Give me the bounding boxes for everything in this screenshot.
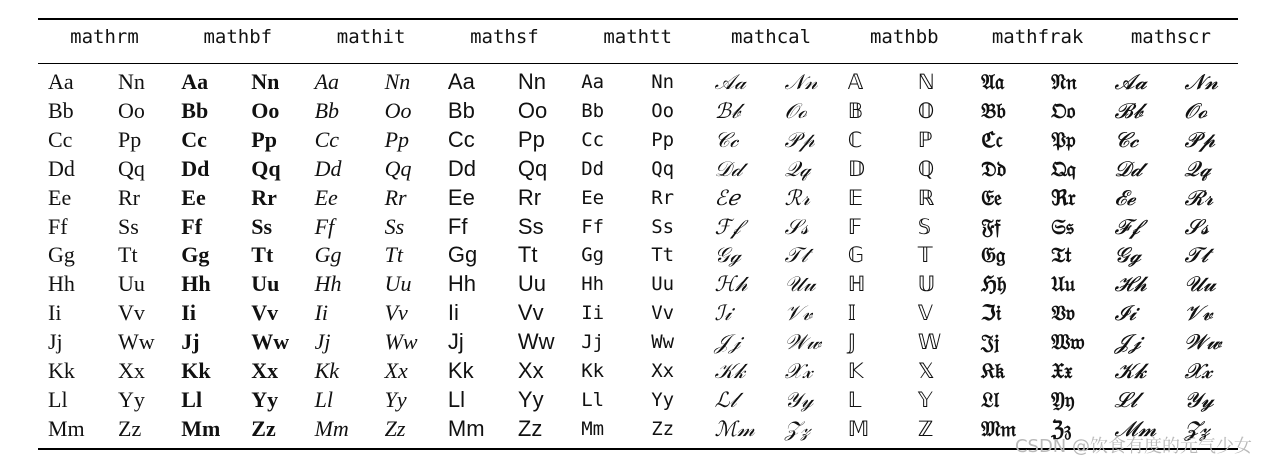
table-cell: 𝔎𝔨 (981, 358, 1005, 383)
table-cell: Zz (251, 415, 276, 441)
table-cell: 𝓝𝓷 (1184, 70, 1219, 94)
table-cell: 𝒳𝓍 (784, 359, 813, 383)
table-cell: Ii (447, 300, 459, 326)
table-cell: 𝕐 (917, 387, 933, 412)
table-cell: ℰℯ (714, 185, 740, 210)
table-cell: ℚ (917, 156, 935, 181)
table-cell: Ii (314, 300, 329, 326)
table-cell: Ee (48, 184, 72, 210)
table-cell: 𝓒𝓬 (1114, 127, 1139, 152)
table-cell: ℝ (917, 185, 935, 210)
table-cell: 𝔐𝔪 (981, 415, 1017, 441)
table-cell: Ss (517, 213, 544, 239)
table-cell: 𝓘𝓲 (1114, 301, 1137, 326)
table-cell: Kk (181, 358, 211, 383)
table-cell: Jj (48, 329, 63, 355)
table-cell: ℳ𝓂 (714, 416, 755, 441)
table-cell: 𝔈𝔢 (981, 184, 1002, 210)
table-cell: 𝓟𝓹 (1184, 127, 1216, 152)
table-cell: 𝓑𝓫 (1114, 98, 1144, 123)
table-cell: Nn (118, 69, 145, 94)
table-cell: ℕ (917, 70, 935, 94)
table-cell: 𝓗𝓱 (1114, 272, 1147, 297)
table-cell: Xx (118, 358, 145, 383)
table-cell: Gg (48, 242, 75, 268)
table-cell: 𝓤𝓾 (1184, 272, 1216, 297)
table-cell: Nn (251, 69, 280, 94)
table-cell: Pp (251, 126, 277, 152)
table-cell: 𝒮𝓈 (784, 214, 809, 239)
table-cell: Ww (251, 329, 290, 355)
table-cell: Hh (581, 273, 605, 296)
table-cell: Jj (447, 329, 464, 355)
table-cell: 𝓖𝓰 (1114, 243, 1142, 268)
table-cell: 𝓔𝓮 (1114, 185, 1136, 210)
table-cell: 𝔑𝔫 (1051, 69, 1077, 94)
table-cell: ℤ (917, 416, 934, 441)
table-cell: 𝒰𝓊 (784, 272, 816, 297)
table-cell: Vv (251, 300, 279, 326)
table-cell: Ll (447, 386, 466, 412)
table-cell: Qq (251, 155, 281, 181)
table-cell: 𝒬𝓆 (784, 156, 811, 181)
table-cell: 𝓥𝓿 (1184, 301, 1214, 326)
table-cell: Dd (581, 157, 605, 180)
table-cell: 𝔉𝔣 (981, 213, 1001, 239)
table-cell: Dd (314, 155, 342, 181)
table-cell: Qq (384, 155, 412, 181)
table-cell: Pp (384, 126, 410, 152)
table-cell: Vv (118, 300, 145, 326)
table-cell: 𝒴𝓎 (784, 387, 814, 412)
column-header: mathsf (470, 26, 539, 48)
column-mathit (305, 0, 438, 465)
table-cell: Ll (314, 386, 333, 412)
table-cell: Nn (651, 71, 675, 93)
table-cell: Gg (581, 244, 605, 267)
table-cell: Hh (447, 271, 477, 297)
table-cell: Kk (581, 360, 605, 382)
table-cell: Oo (384, 97, 412, 123)
table-cell: Qq (118, 155, 145, 181)
table-cell: 𝓞𝓸 (1184, 98, 1208, 123)
table-cell: Tt (384, 242, 403, 268)
column-header: mathtt (603, 26, 672, 48)
table-cell: 𝔸 (847, 70, 864, 94)
table-cell: Xx (384, 358, 408, 383)
table-cell: Zz (118, 415, 142, 441)
table-cell: Ii (48, 300, 62, 326)
table-cell: ℱ𝒻 (714, 214, 741, 239)
table-cell: Cc (314, 126, 340, 152)
table-cell: Aa (447, 69, 475, 94)
table-cell: 𝒱𝓋 (784, 301, 813, 326)
table-cell: 𝓡𝓻 (1184, 185, 1214, 210)
font-styles-table (38, 0, 1238, 465)
table-cell: Ff (181, 213, 203, 239)
column-header: mathit (336, 26, 406, 48)
table-cell: Oo (251, 97, 280, 123)
table-cell: Dd (447, 155, 477, 181)
table-cell: 𝕏 (917, 359, 935, 383)
table-cell: Rr (651, 186, 675, 209)
table-cell: 𝔙𝔳 (1051, 300, 1075, 326)
table-cell: Vv (384, 300, 408, 326)
table-cell: Bb (48, 97, 74, 123)
table-cell: 𝓧𝔁 (1184, 359, 1213, 383)
table-cell: 𝕂 (847, 359, 864, 383)
table-cell: Mm (447, 415, 485, 441)
table-cell: 𝔓𝔭 (1051, 126, 1076, 152)
table-cell: Jj (581, 331, 605, 354)
column-header: mathcal (730, 26, 812, 48)
table-cell: Yy (651, 388, 675, 411)
table-cell: 𝔔𝔮 (1051, 155, 1076, 181)
table-cell: Ww (118, 329, 155, 355)
column-mathscr (1104, 0, 1237, 465)
column-mathfrak (971, 0, 1104, 465)
table-cell: 𝒫𝓅 (784, 127, 815, 152)
table-cell: 𝔾 (847, 243, 865, 268)
table-cell: Ss (651, 215, 675, 238)
table-cell: ℒ𝓁 (714, 387, 737, 412)
table-cell: 𝒥𝒿 (714, 330, 741, 355)
table-cell: 𝓙𝓳 (1114, 330, 1142, 355)
table-cell: Ii (181, 300, 196, 326)
column-mathsf (438, 0, 571, 465)
table-cell: Ee (581, 186, 605, 209)
table-cell: 𝕆 (917, 98, 935, 123)
table-cell: Cc (447, 126, 475, 152)
table-cell: 𝒟𝒹 (714, 156, 742, 181)
table-cell: Pp (651, 128, 675, 151)
table-cell: 𝓩𝔃 (1184, 416, 1210, 441)
table-cell: Hh (181, 271, 211, 297)
column-mathbb (838, 0, 971, 465)
table-cell: Ee (314, 184, 338, 210)
table-cell: Yy (517, 386, 544, 412)
table-cell: 𝔘𝔲 (1051, 271, 1075, 297)
table-cell: 𝔜𝔶 (1051, 386, 1075, 412)
table-cell: Dd (181, 155, 210, 181)
table-cell: 𝔗𝔱 (1051, 242, 1072, 268)
table-cell: Mm (581, 417, 605, 440)
table-cell: ℋ𝒽 (714, 272, 748, 297)
column-header: mathrm (70, 26, 139, 48)
table-cell: Gg (314, 242, 342, 268)
table-cell: Hh (314, 271, 342, 297)
table-cell: 𝔏𝔩 (981, 386, 999, 412)
table-cell: 𝕍 (917, 301, 933, 326)
table-cell: 𝓐𝓪 (1114, 70, 1147, 94)
table-cell: Ff (447, 213, 468, 239)
table-cell: 𝔖𝔰 (1051, 213, 1074, 239)
table-cell: Pp (517, 126, 545, 152)
table-cell: Ss (384, 213, 405, 239)
table-cell: 𝒜𝒶 (714, 70, 746, 94)
table-cell: Bb (447, 97, 475, 123)
table-cell: Tt (118, 242, 138, 268)
table-cell: 𝕃 (847, 387, 862, 412)
table-cell: ℑ𝔦 (981, 300, 1002, 326)
column-header: mathbf (203, 26, 273, 48)
table-cell: ℍ (847, 272, 866, 297)
table-cell: Vv (651, 302, 675, 325)
table-cell: Aa (314, 69, 340, 94)
table-cell: Aa (581, 71, 605, 93)
table-cell: Ww (651, 331, 675, 354)
table-cell: Rr (517, 184, 542, 210)
table-cell: Mm (314, 415, 349, 441)
table-cell: Ee (181, 184, 206, 210)
table-cell: Hh (48, 271, 75, 297)
table-cell: Pp (118, 126, 142, 152)
column-header: mathfrak (991, 26, 1084, 48)
table-cell: 𝓜𝓶 (1114, 416, 1157, 441)
table-cell: Uu (517, 271, 547, 297)
table-cell: Oo (651, 99, 675, 122)
table-cell: ℜ𝔯 (1051, 184, 1076, 210)
table-cell: Aa (48, 69, 74, 94)
table-cell: Uu (384, 271, 412, 297)
column-header: mathscr (1130, 26, 1211, 48)
table-cell: 𝔹 (847, 98, 864, 123)
table-cell: 𝓦𝔀 (1184, 330, 1222, 355)
table-cell: Cc (181, 126, 207, 152)
table-cell: Ff (314, 213, 335, 239)
table-cell: 𝔇𝔡 (981, 155, 1007, 181)
table-cell: Yy (384, 386, 407, 412)
table-cell: Oo (517, 97, 548, 123)
table-cell: Uu (251, 271, 280, 297)
table-cell: ℛ𝓇 (784, 185, 811, 210)
table-cell: 𝒵𝓏 (784, 416, 811, 441)
table-cell: Ll (48, 386, 68, 412)
table-cell: 𝕎 (917, 330, 942, 355)
table-cell: Zz (517, 415, 543, 441)
table-cell: 𝔄𝔞 (981, 69, 1005, 94)
table-cell: Qq (517, 155, 548, 181)
table-cell: Ee (447, 184, 475, 210)
table-cell: 𝔼 (847, 185, 864, 210)
table-cell: 𝔅𝔟 (981, 97, 1006, 123)
table-cell: Uu (651, 273, 675, 296)
table-cell: 𝔍𝔧 (981, 329, 1000, 355)
table-cell: 𝒢ℊ (714, 243, 741, 268)
table-cell: 𝒪ℴ (784, 98, 807, 123)
table-cell: Rr (251, 184, 277, 210)
table-cell: Tt (251, 242, 274, 268)
table-cell: Mm (181, 415, 221, 441)
table-cell: Ll (581, 388, 605, 411)
table-cell: Cc (48, 126, 73, 152)
table-cell: 𝒦𝓀 (714, 359, 746, 383)
table-cell: Bb (581, 99, 605, 122)
table-cell: Xx (251, 358, 279, 383)
table-cell: 𝓢𝓼 (1184, 214, 1210, 239)
table-cell: 𝓓𝓭 (1114, 156, 1143, 181)
table-cell: ℨ𝔷 (1051, 415, 1072, 441)
table-cell: Jj (181, 329, 200, 355)
column-header: mathbb (869, 26, 939, 48)
table-cell: Tt (517, 242, 538, 268)
table-cell: 𝔛𝔵 (1051, 358, 1073, 383)
table-cell: Zz (651, 417, 675, 440)
table-cell: 𝒯𝓉 (784, 243, 808, 268)
table-cell: 𝓨𝔂 (1184, 387, 1214, 412)
table-cell: Vv (517, 300, 544, 326)
table-cell: 𝓛𝓵 (1114, 387, 1138, 412)
table-cell: ℬ𝒷 (714, 98, 741, 123)
table-cell: Dd (48, 155, 75, 181)
table-cell: Xx (517, 358, 544, 383)
table-cell: Ll (181, 386, 203, 412)
table-cell: Ii (581, 302, 605, 325)
table-cell: 𝓣𝓽 (1184, 243, 1209, 268)
table-cell: ℙ (917, 127, 933, 152)
table-cell: Ss (118, 213, 139, 239)
table-cell: Ww (517, 329, 555, 355)
table-cell: Ss (251, 213, 273, 239)
table-cell: Bb (314, 97, 340, 123)
table-cell: 𝕁 (847, 330, 857, 355)
column-mathtt (571, 0, 704, 465)
table-cell: 𝔊𝔤 (981, 242, 1006, 268)
table-cell: Ww (384, 329, 418, 355)
table-cell: 𝕋 (917, 243, 933, 268)
table-cell: Kk (447, 358, 474, 383)
table-cell: Kk (48, 358, 75, 383)
table-cell: 𝒞𝒸 (714, 127, 739, 152)
table-cell: Zz (384, 415, 406, 441)
table-cell: Nn (517, 69, 547, 94)
table-cell: ℐ𝒾 (714, 301, 732, 326)
table-cell: Uu (118, 271, 145, 297)
table-cell: Gg (181, 242, 210, 268)
table-cell: Qq (651, 157, 675, 180)
table-cell: 𝔒𝔬 (1051, 97, 1076, 123)
table-cell: Nn (384, 69, 411, 94)
table-cell: ℂ (847, 127, 863, 152)
table-cell: Jj (314, 329, 331, 355)
table-cell: Ff (581, 215, 605, 238)
table-cell: Yy (118, 386, 145, 412)
table-cell: Cc (581, 128, 605, 151)
table-cell: 𝕀 (847, 301, 857, 326)
table-cell: Xx (651, 360, 675, 382)
column-mathrm (38, 0, 171, 465)
table-cell: Tt (651, 244, 675, 267)
table-cell: 𝓚𝓴 (1114, 359, 1147, 383)
table-cell: Oo (118, 97, 145, 123)
table-cell: Rr (118, 184, 140, 210)
table-cell: 𝓠𝓺 (1184, 156, 1211, 181)
table-cell: 𝒩𝓃 (784, 70, 818, 94)
table-cell: Yy (251, 386, 279, 412)
watermark: CSDN @饮食有度的元气少女 (1014, 436, 1252, 457)
table-cell: Aa (181, 69, 209, 94)
table-cell: ℌ𝔥 (981, 271, 1007, 297)
column-mathcal (705, 0, 838, 465)
table-cell: Kk (314, 358, 340, 383)
table-cell: 𝕄 (847, 416, 870, 441)
table-cell: 𝕌 (917, 272, 936, 297)
table-cell: 𝒲𝓌 (784, 330, 822, 355)
table-cell: 𝔻 (847, 156, 865, 181)
table-cell: Mm (48, 415, 85, 441)
table-cell: 𝕊 (917, 214, 932, 239)
table-cell: Rr (384, 184, 407, 210)
table-cell: Bb (181, 97, 209, 123)
column-mathbf (171, 0, 304, 465)
table-cell: Ff (48, 213, 68, 239)
table-cell: 𝔽 (847, 214, 862, 239)
table-cell: Gg (447, 242, 478, 268)
table-cell: 𝓕𝓯 (1114, 214, 1141, 239)
table-cell: 𝔚𝔴 (1051, 329, 1085, 355)
table-cell: ℭ𝔠 (981, 126, 1003, 152)
